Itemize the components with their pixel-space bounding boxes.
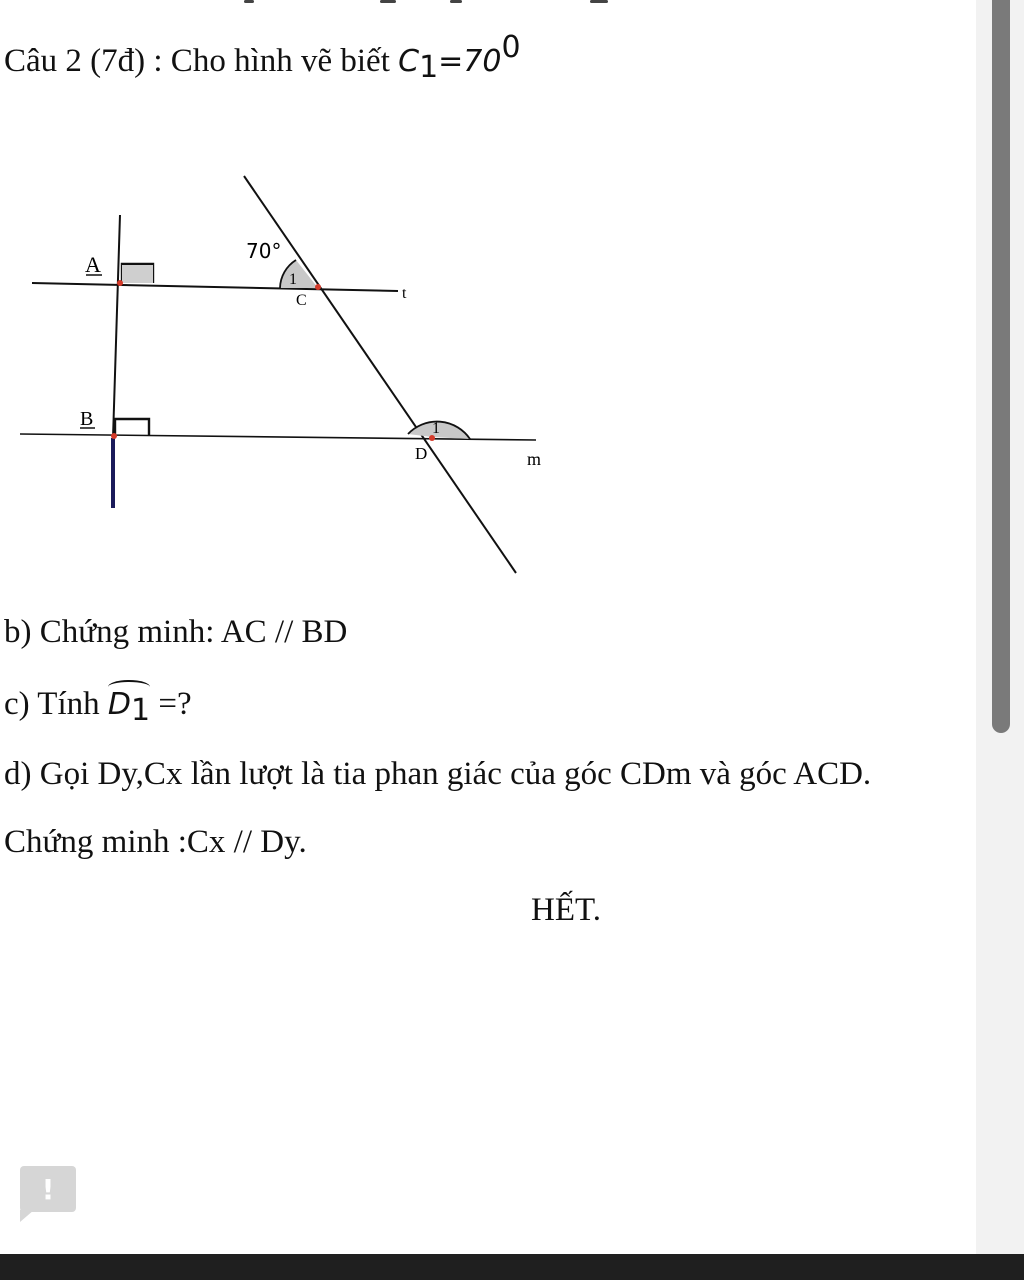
part-d-proof: Chứng minh :Cx // Dy. (4, 824, 307, 860)
angle-value-label: 70° (246, 239, 282, 263)
angle-variable: C (398, 44, 420, 79)
label-c: C (296, 292, 307, 309)
label-t: t (402, 285, 407, 302)
angle-d-subscript: 1 (130, 693, 151, 728)
label-d: D (415, 444, 428, 463)
label-a: A (85, 252, 101, 277)
exclamation-icon[interactable] (20, 1166, 76, 1212)
angle-subscript: 1 (419, 50, 439, 85)
notice-symbol: ! (41, 1172, 55, 1206)
question-prefix: Câu 2 (7đ) : Cho hình vẽ biết (4, 43, 399, 79)
label-b: B (80, 408, 94, 430)
angle-c1-mark: 1 (289, 271, 297, 288)
end-marker: HẾT. (531, 892, 601, 928)
scrollbar-thumb[interactable] (992, 0, 1010, 733)
part-d: d) Gọi Dy,Cx lần lượt là tia phan giác của góc CDm và góc ACD. (4, 756, 872, 792)
angle-d1-notation (108, 686, 150, 728)
notice-bubble-tail (20, 1210, 34, 1222)
angle-d1-mark: 1 (432, 420, 440, 437)
bottom-bar (0, 1254, 1024, 1280)
part-c-prefix: c) Tính (4, 686, 108, 722)
angle-equals: =70 (438, 44, 502, 79)
question-title (4, 30, 521, 85)
geometry-figure (0, 160, 560, 590)
degree-superscript: 0 (501, 30, 521, 65)
part-c-suffix: =? (150, 686, 192, 722)
part-b: b) Chứng minh: AC // BD (4, 614, 348, 650)
label-m: m (527, 449, 542, 469)
angle-d-variable: D (107, 687, 131, 722)
part-c (4, 686, 192, 728)
cropped-text-remnant (150, 0, 670, 4)
